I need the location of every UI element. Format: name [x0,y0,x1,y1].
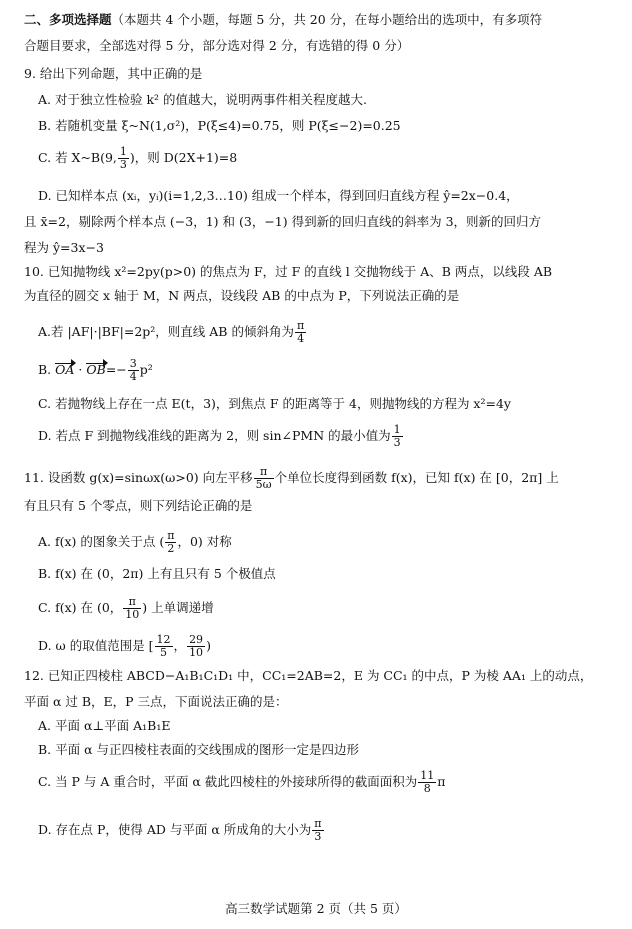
q10-d-text: D. 若点 F 到抛物线准线的距离为 2，则 sin∠PMN 的最小值为 [38,428,391,443]
q12-c-post: π [437,774,446,789]
q12-stem-2: 平面 α 过 B，E，P 三点，下面说法正确的是： [24,694,288,709]
page-footer: 高三数学试题第 2 页（共 5 页） [225,901,407,916]
section-intro-1: （本题共 4 个小题，每题 5 分，共 20 分，在每小题给出的选项中，有多项符 [111,12,543,27]
q9-option-d-2: 且 x̄=2，剔除两个样本点 (−3，1) 和 (3，−1) 得到新的回归直线的斜率为 3，则新的回归方 [24,214,542,229]
q9-option-c [38,146,237,171]
q11-option-b: B. f(x) 在 (0，2π) 上有且只有 5 个极值点 [38,566,276,581]
q12-c-fraction: $\frac{11}{8}$ [420,769,435,795]
q10-b-fraction: $\frac{3}{4}$ [129,357,137,383]
q12-option-a: A. 平面 α⊥平面 A₁B₁E [38,718,171,733]
q9-c-text: C. 若 X~B(9, [38,150,117,165]
q11-a-post: ，0) 对称 [177,534,232,549]
q11-d-fraction-2: $\frac{29}{10}$ [189,633,204,659]
q12-option-b: B. 平面 α 与正四棱柱表面的交线围成的图形一定是四边形 [38,742,360,757]
q12-d-fraction: $\frac{\pi}{3}$ [314,817,322,843]
q11-d-text: D. ω 的取值范围是 [ [38,638,154,653]
q10-b-dot: · [78,362,83,377]
vector-oa: OA [55,362,75,377]
q11-stem-fraction: $\frac{\pi}{5\omega}$ [255,465,272,491]
q9-option-d-3: 程为 ŷ=3x−3 [24,240,104,255]
q10-b-equals: =− [105,362,127,377]
q10-b-label: B. [38,362,52,377]
q12-option-c [38,770,446,795]
q12-stem-1: 12. 已知正四棱柱 ABCD−A₁B₁C₁D₁ 中，CC₁=2AB=2，E 为 CC₁ 的中点，P 为棱 AA₁ 上的动点， [24,668,593,683]
q11-d-separator: ， [173,638,187,653]
vector-ob: OB [86,362,106,377]
section-title: 二、多项选择题 [24,12,112,27]
q11-stem-post: 个单位长度得到函数 f(x)，已知 f(x) 在 [0，2π] 上 [274,470,559,485]
q11-stem-pre: 11. 设函数 g(x)=sinωx(ω>0) 向左平移 [24,470,253,485]
q11-c-post: ) 上单调递增 [142,600,214,615]
q10-a-fraction: $\frac{\pi}{4}$ [296,319,305,345]
q11-a-fraction: $\frac{\pi}{2}$ [167,529,175,555]
q10-option-b [38,358,153,383]
q11-option-d [38,634,211,659]
q9-c-text-post: )，则 D(2X+1)=8 [129,150,238,165]
q9-c-fraction: $\frac{1}{3}$ [119,145,127,171]
q10-d-fraction: $\frac{1}{3}$ [393,423,401,449]
q11-stem-2: 有且只有 5 个零点，则下列结论正确的是 [24,498,253,513]
q11-a-text: A. f(x) 的图象关于点 ( [38,534,165,549]
q10-a-text: A.若 |AF|·|BF|=2p²，则直线 AB 的倾斜角为 [38,324,294,339]
q12-d-text: D. 存在点 P，使得 AD 与平面 α 所成角的大小为 [38,822,312,837]
q10-b-post: p² [139,362,153,377]
q9-option-b: B. 若随机变量 ξ~N(1,σ²)，P(ξ≤4)=0.75，则 P(ξ≤−2)=0.25 [38,118,401,133]
q10-option-d [38,424,404,449]
q11-c-fraction: $\frac{\pi}{10}$ [125,595,140,621]
q11-option-a [38,530,232,555]
q10-stem-1: 10. 已知抛物线 x²=2py(p>0) 的焦点为 F，过 F 的直线 l 交抛物线于 A、B 两点，以线段 AB [24,264,553,279]
q9-option-a: A. 对于独立性检验 k² 的值越大，说明两事件相关程度越大. [38,92,367,107]
q10-option-c: C. 若抛物线上存在一点 E(t，3)，到焦点 F 的距离等于 4，则抛物线的方程为 x²=4y [38,396,511,411]
section-header [24,12,542,28]
q11-d-post: ) [206,638,211,653]
q10-option-a [38,320,307,345]
q12-option-d [38,818,325,843]
q9-option-d-1: D. 已知样本点 (xᵢ，yᵢ)(i=1,2,3…10) 组成一个样本，得到回归直线方程 ŷ=2x−0.4， [38,188,519,203]
q11-stem-1 [24,466,559,491]
q10-stem-2: 为直径的圆交 x 轴于 M，N 两点，设线段 AB 的中点为 P，下列说法正确的是 [24,288,460,303]
q12-c-text: C. 当 P 与 A 重合时，平面 α 截此四棱柱的外接球所得的截面面积为 [38,774,418,789]
section-intro-2: 合题目要求，全部选对得 5 分，部分选对得 2 分，有选错的得 0 分） [24,38,410,53]
q11-option-c [38,596,214,621]
q9-stem: 9. 给出下列命题，其中正确的是 [24,66,203,81]
q11-d-fraction-1: $\frac{12}{5}$ [156,633,171,659]
q11-c-text: C. f(x) 在 (0， [38,600,123,615]
